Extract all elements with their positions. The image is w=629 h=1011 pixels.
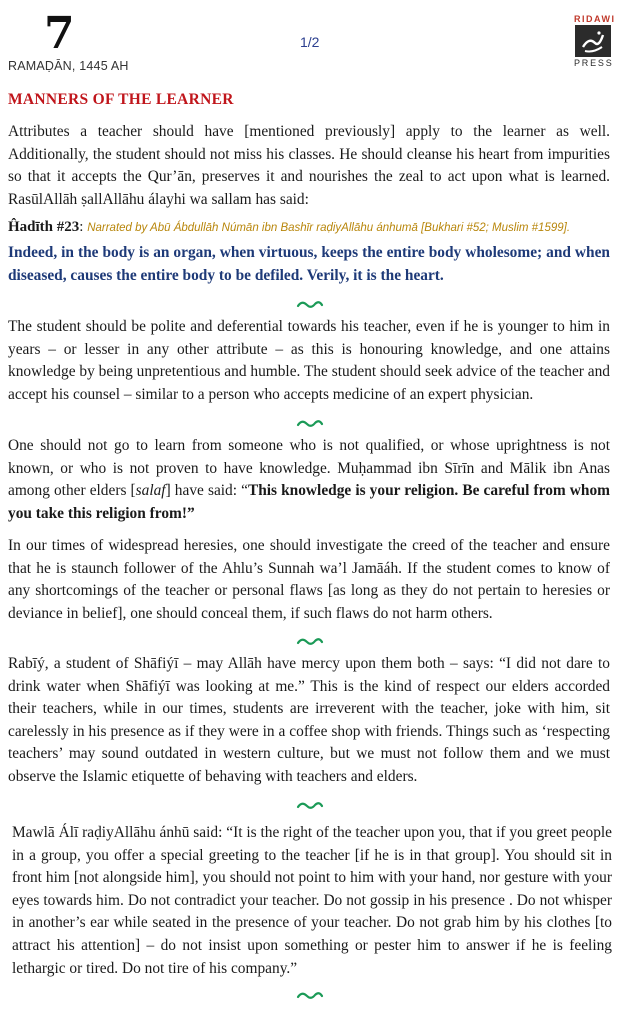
paragraph-politeness: The student should be polite and deferential towards his teacher, even if he is younger to him in years – or lesser in any other attribute – as this is honouring knowledge, and one attains knowledge by being unpretentious and humble. The student should seek advice of the teacher and accept his counsel – similar to a person who accepts medicine of an expert physician.	[8, 318, 610, 403]
publisher-logo	[574, 14, 616, 68]
hadith-reference	[8, 219, 613, 236]
flourish-divider-icon	[296, 636, 324, 648]
paragraph-rabi: Rabīý, a student of Shāfiýī – may Allāh have mercy upon them both – says: “I did not dare to drink water when Shāfiýī was looking at me.” This is the kind of respect our elders accorded their teachers, while in our times, students are irreverent with the teacher, joke with him, sit carelessly in his presence as if they were in a coffee shop with friends. Things such as ‘respecting teachers’ may sound outdated in western culture, but we must not follow them and we must observe the Islamic etiquette of behaving with teachers and elders.	[8, 655, 610, 785]
p3-quote-close: ”	[186, 504, 195, 522]
p3-text-start: One should not go to learn from someone who is not qualified, or whose uprightness is not known, or who is not proven to have knowledge. Muḥammad ibn Sīrīn and Mālik ibn Anas among other elders [	[8, 437, 610, 500]
paragraph-intro: Attributes a teacher should have [mentioned previously] apply to the learner as well. Additionally, the student should not miss his classes. He should cleanse his heart from impurities so that it accepts the Qur’ān, preserves it and nourishes the zeal to act upon what is learned. RasūlAllāh ṣallAllāhu álayhi wa sallam has said:	[8, 123, 610, 208]
hadith-label: Ĥadīth #23	[8, 219, 80, 235]
logo-top-text: RIDAWI	[574, 14, 616, 24]
paragraph-qualified-teacher	[8, 435, 610, 525]
flourish-divider-icon	[296, 299, 324, 311]
paragraph-creed: In our times of widespread heresies, one should investigate the creed of the teacher and ensure that he is staunch follower of the Ahlu’s Sunnah wa’l Jamāáh. If the student comes to know of any shortcomings of the teacher or personal flaws [as long as they do not pertain to heresies or deviance in belief], one should conceal them, if such flaws do not harm others.	[8, 537, 610, 622]
p3-quote: This knowledge is your religion. Be careful from whom you take this religion from!	[8, 482, 610, 522]
hijri-date: RAMAḌĀN, 1445 AH	[8, 59, 129, 73]
hadith-text: Indeed, in the body is an organ, when virtuous, keeps the entire body wholesome; and when diseased, causes the entire body to be defiled. Verily, it is the heart.	[8, 244, 610, 284]
logo-bottom-text: PRESS	[574, 58, 614, 68]
p3-text-mid: ] have said: “	[165, 482, 248, 500]
p3-salaf: salaf	[135, 482, 166, 500]
logo-emblem-icon	[575, 25, 611, 57]
flourish-divider-icon	[296, 990, 324, 1002]
paragraph-mawla-ali: Mawlā Álī raḍiyAllāhu ánhū said: “It is the right of the teacher upon you, that if you greet people in a group, you offer a special greeting to the teacher [if he is in that group]. You should sit in front him [not alongside him], you should not point to him with your hand, nor gesture with your eyes towards him. Do not contradict your teacher. Do not gossip in his presence . Do not whisper in another’s ear while seated in the presence of your teacher. Do not grab him by his clothes [to attract his attention] – do not insist upon something or pester him to answer if he is feeling lethargic or tired. Do not tire of his company.”	[12, 824, 612, 977]
hadith-colon: :	[79, 219, 88, 235]
day-number: 7	[44, 8, 75, 59]
flourish-divider-icon	[296, 418, 324, 430]
flourish-divider-icon	[296, 800, 324, 812]
page-indicator: 1/2	[300, 34, 320, 50]
hadith-narration: Narrated by Abū Ábdullāh Númān ibn Bashīr raḍiyAllāhu ánhumā [Bukhari #52; Muslim #1599].	[87, 222, 571, 234]
section-title: MANNERS OF THE LEARNER	[8, 91, 234, 108]
